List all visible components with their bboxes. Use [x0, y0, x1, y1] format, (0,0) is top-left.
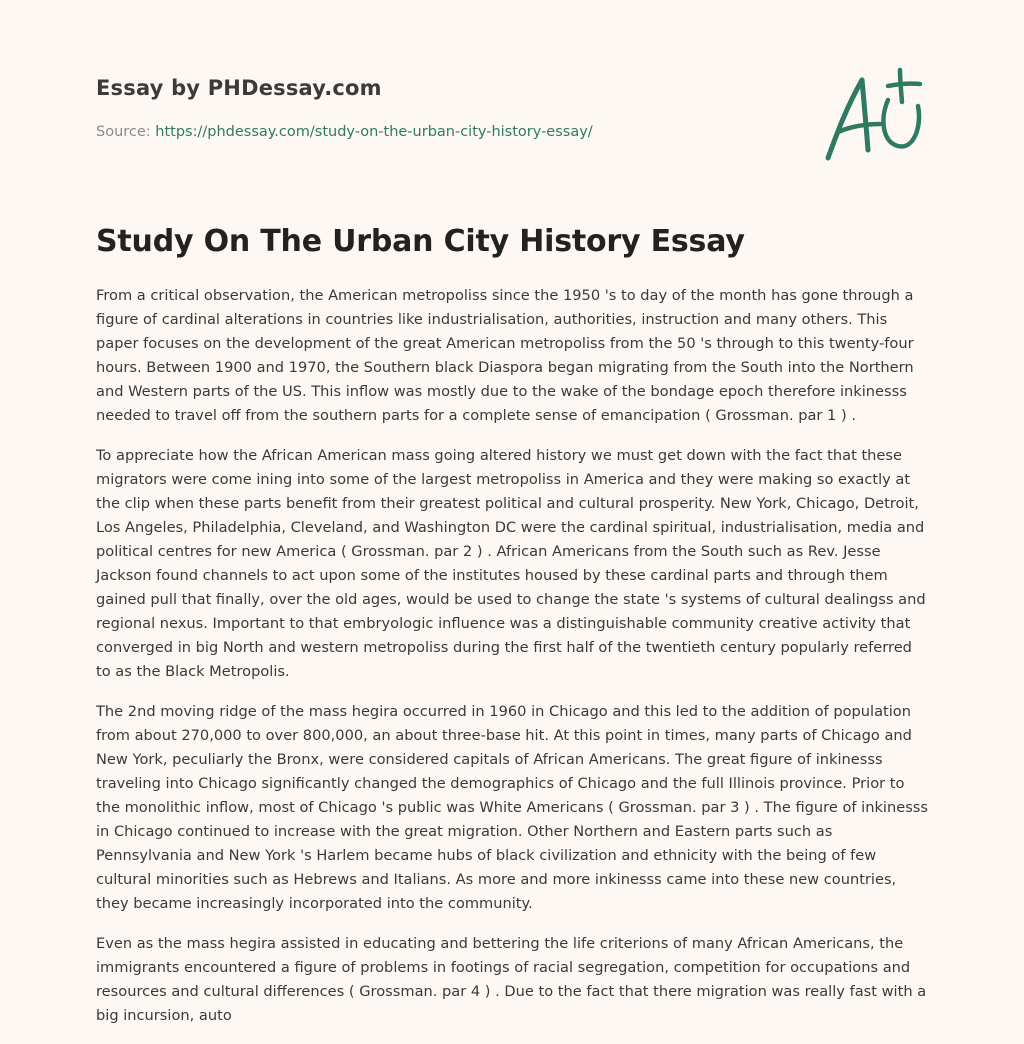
essay-paragraph: From a critical observation, the American metropoliss since the 1950 's to day of the month has gone through a figure of cardinal alterations in countries like industrialisation, authorities, instruction and many others. This paper focuses on the development of the great American metropoliss from the 50 's through to this twenty-four hours. Between 1900 and 1970, the Southern black Diaspora began migrating from the South into the Northern and Western parts of the US. This inflow was mostly due to the wake of the bondage epoch therefore inkinesss needed to travel off from the southern parts for a complete sense of emancipation ( Grossman. par 1 ) . [96, 287, 914, 424]
a-plus-logo-icon [818, 66, 930, 166]
page-title: Study On The Urban City History Essay [96, 224, 745, 259]
brand-title: Essay by PHDessay.com [96, 76, 382, 100]
essay-paragraph: To appreciate how the African American mass going altered history we must get down with the fact that these migrators were come ining into some of the largest metropoliss in America and they were making so exactly at the clip when these parts benefit from their greatest political and cultural prosperity. New York, Chicago, Detroit, Los Angeles, Philadelphia, Cleveland, and Washington DC were the cardinal spiritual, industrialisation, media and political centres for new America ( Grossman. par 2 ) . African Americans from the South such as Rev. Jesse Jackson found channels to act upon some of the institutes housed by these cardinal parts and through them gained pull that finally, over the old ages, would be used to change the state 's systems of cultural dealingss and regional nexus. Important to that embryologic influence was a distinguishable community creative activity that converged in big North and western metropoliss during the first half of the twentieth century popularly referred to as the Black Metropolis. [96, 447, 926, 680]
essay-paragraph: Even as the mass hegira assisted in educating and bettering the life criterions of many African Americans, the immigrants encountered a figure of problems in footings of racial segregation, competition for occupations and resources and cultural differences ( Grossman. par 4 ) . Due to the fact that there migration was really fast with a big incursion, auto [96, 935, 927, 1024]
essay-paragraph: The 2nd moving ridge of the mass hegira occurred in 1960 in Chicago and this led to the addition of population from about 270,000 to over 800,000, an about three-base hit. At this point in times, many parts of Chicago and New York, peculiarly the Bronx, were considered capitals of African Americans. The great figure of inkinesss traveling into Chicago significantly changed the demographics of Chicago and the full Illinois province. Prior to the monolithic inflow, most of Chicago 's public was White Americans ( Grossman. par 3 ) . The figure of inkinesss in Chicago continued to increase with the great migration. Other Northern and Eastern parts such as Pennsylvania and New York 's Harlem became hubs of black civilization and ethnicity with the being of few cultural minorities such as Hebrews and Italians. As more and more inkinesss came into these new countries, they became increasingly incorporated into the community. [96, 703, 929, 912]
essay-body [96, 284, 928, 1044]
source-link[interactable]: https://phdessay.com/study-on-the-urban-city-history-essay/ [155, 124, 593, 140]
page-header [96, 76, 928, 140]
source-label: Source: [96, 124, 151, 140]
source-line [96, 124, 593, 140]
